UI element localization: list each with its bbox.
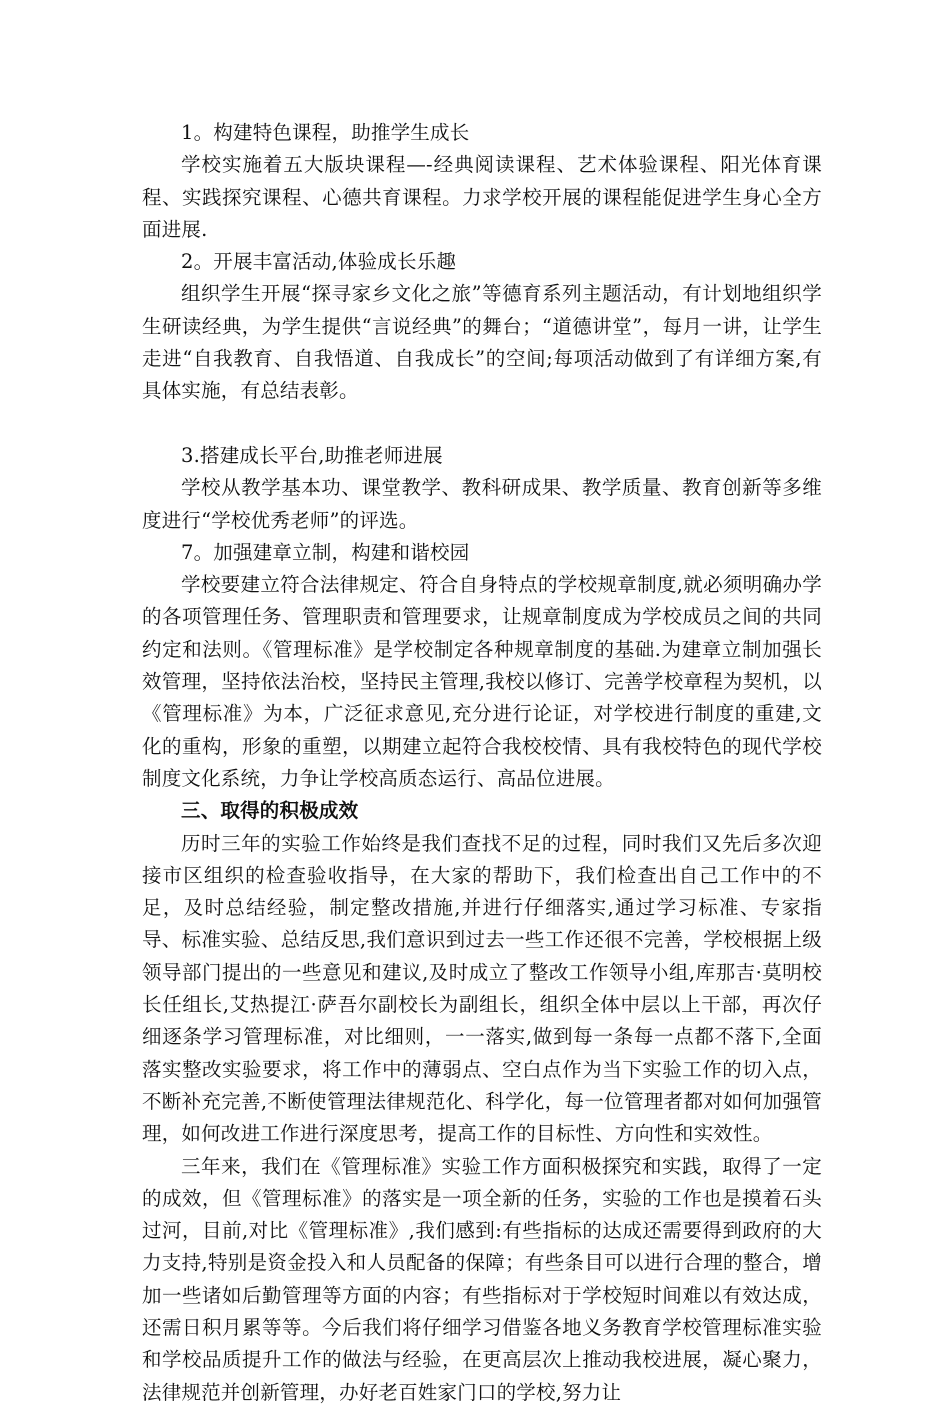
- document-body: [142, 117, 822, 1409]
- section-heading-2: 2。开展丰富活动,体验成长乐趣: [181, 250, 457, 274]
- body-paragraph: 学校从教学基本功、课堂教学、教科研成果、教学质量、教育创新等多维度进行“学校优秀老师”的评选。: [142, 476, 822, 532]
- body-paragraph: 学校要建立符合法律规定、符合自身特点的学校规章制度,就必须明确办学的各项管理任务、管理职责和管理要求，让规章制度成为学校成员之间的共同约定和法则。《管理标准》是学校制定各种规章制度的基础.为建章立制加强长效管理，坚持依法治校，坚持民主管理,我校以修订、完善学校章程为契机，以《管理标准》为本，广泛征求意见,充分进行论证，对学校进行制度的重建,文化的重构，形象的重塑，以期建立起符合我校校情、具有我校特色的现代学校制度文化系统，力争让学校高质态运行、高品位进展。: [142, 573, 822, 790]
- chapter-heading: 三、取得的积极成效: [181, 799, 359, 823]
- body-paragraph: 历时三年的实验工作始终是我们查找不足的过程，同时我们又先后多次迎接市区组织的检查验收指导，在大家的帮助下，我们检查出自己工作中的不足，及时总结经验，制定整改措施,并进行仔细落实,通过学习标准、专家指导、标准实验、总结反思,我们意识到过去一些工作还很不完善，学校根据上级领导部门提出的一些意见和建议,及时成立了整改工作领导小组,库那吉·莫明校长任组长,艾热提江·萨吾尔副校长为副组长，组织全体中层以上干部，再次仔细逐条学习管理标准，对比细则，一一落实,做到每一条每一点都不落下,全面落实整改实验要求，将工作中的薄弱点、空白点作为当下实验工作的切入点，不断补充完善,不断使管理法律规范化、科学化，每一位管理者都对如何加强管理，如何改进工作进行深度思考，提高工作的目标性、方向性和实效性。: [142, 831, 822, 1146]
- body-paragraph: 学校实施着五大版块课程—-经典阅读课程、艺术体验课程、阳光体育课程、实践探究课程、心德共育课程。力求学校开展的课程能促进学生身心全方面进展.: [142, 153, 822, 241]
- section-heading-3: 3.搭建成长平台,助推老师进展: [181, 443, 443, 467]
- body-paragraph: 三年来，我们在《管理标准》实验工作方面积极探究和实践，取得了一定的成效，但《管理标准》的落实是一项全新的任务，实验的工作也是摸着石头过河，目前,对比《管理标准》,我们感到:有些指标的达成还需要得到政府的大力支持,特别是资金投入和人员配备的保障；有些条目可以进行合理的整合，增加一些诸如后勤管理等方面的内容；有些指标对于学校短时间难以有效达成，还需日积月累等等。今后我们将仔细学习借鉴各地义务教育学校管理标准实验和学校品质提升工作的做法与经验，在更高层次上推动我校进展，凝心聚力，法律规范并创新管理，办好老百姓家门口的学校,努力让: [142, 1154, 822, 1404]
- section-heading-1: 1。构建特色课程，助推学生成长: [181, 121, 470, 144]
- body-paragraph: 组织学生开展“探寻家乡文化之旅”等德育系列主题活动，有计划地组织学生研读经典，为学生提供“言说经典”的舞台；“道德讲堂”，每月一讲，让学生走进“自我教育、自我悟道、自我成长”的空间;每项活动做到了有详细方案,有具体实施，有总结表彰。: [142, 282, 822, 403]
- section-heading-7: 7。加强建章立制，构建和谐校园: [181, 540, 470, 564]
- blank-line: [142, 408, 822, 440]
